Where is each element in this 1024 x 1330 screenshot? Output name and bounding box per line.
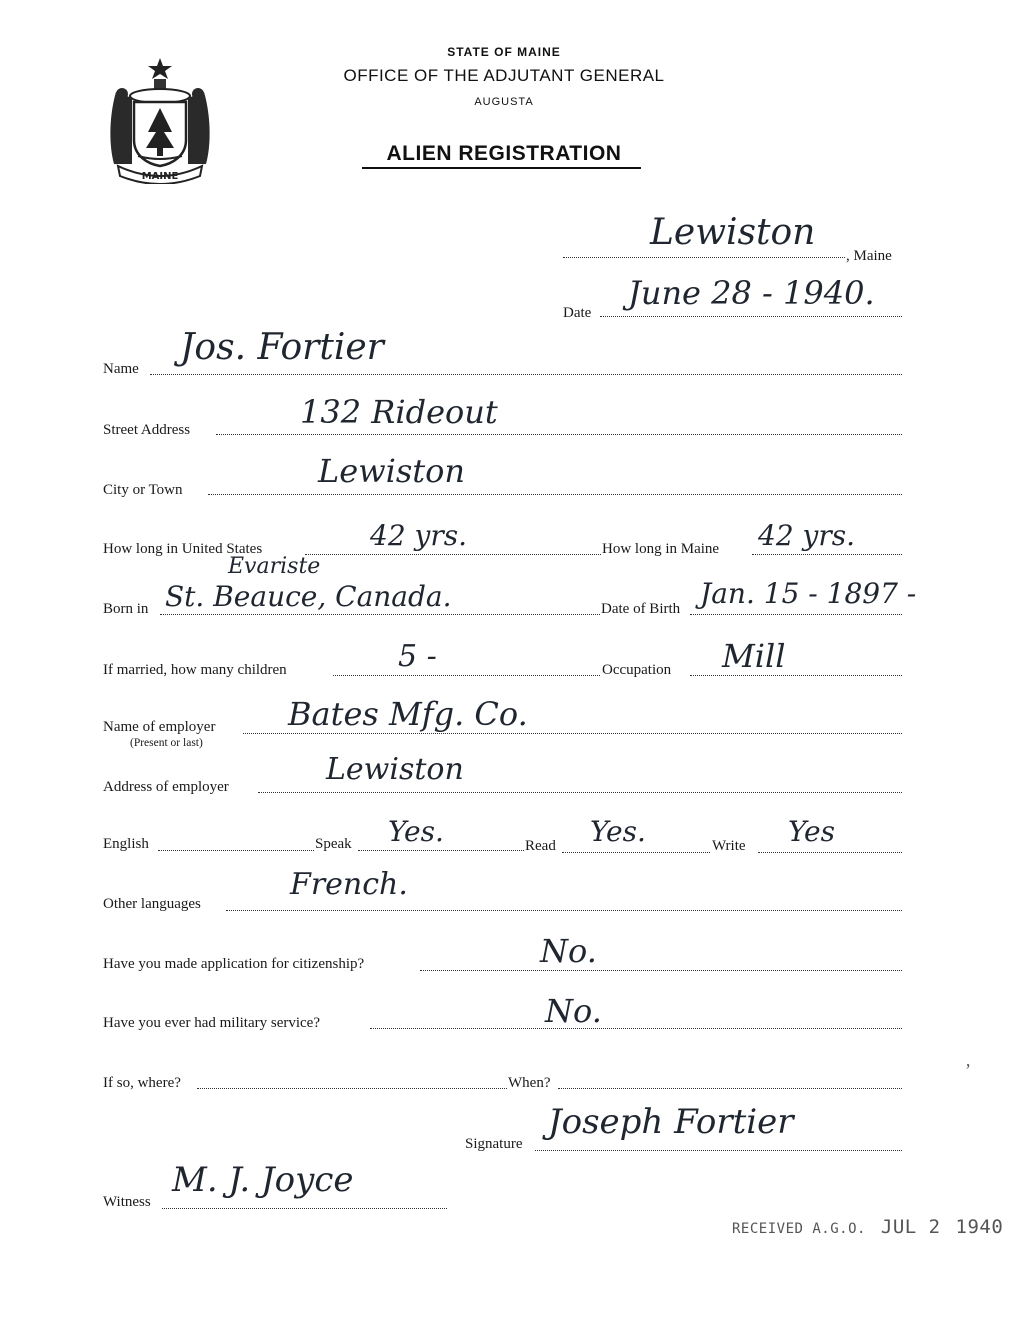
name-label: Name bbox=[103, 361, 139, 377]
years-maine-value: 42 yrs. bbox=[758, 519, 856, 552]
where-label: If so, where? bbox=[103, 1075, 181, 1091]
citizenship-label: Have you made application for citizenship? bbox=[103, 956, 365, 972]
dob-value: Jan. 15 - 1897 - bbox=[700, 577, 917, 610]
english-line bbox=[158, 850, 314, 851]
read-label: Read bbox=[525, 838, 556, 854]
dob-label: Date of Birth bbox=[601, 601, 681, 617]
witness-value: M. J. Joyce bbox=[172, 1160, 354, 1200]
employer-label: Name of employer bbox=[103, 719, 216, 735]
city-value: Lewiston bbox=[318, 452, 465, 490]
children-label: If married, how many children bbox=[103, 662, 287, 678]
read-value: Yes. bbox=[590, 815, 646, 848]
date-label: Date bbox=[563, 305, 592, 321]
speak-line bbox=[358, 850, 524, 851]
military-value: No. bbox=[545, 992, 602, 1030]
born-in-value-above: Evariste bbox=[228, 554, 321, 579]
place-value: Lewiston bbox=[650, 212, 816, 253]
signature-label: Signature bbox=[465, 1136, 523, 1152]
children-line bbox=[333, 675, 600, 676]
employer-address-label: Address of employer bbox=[103, 779, 229, 795]
city-line bbox=[208, 494, 902, 495]
dob-line bbox=[690, 614, 902, 615]
occupation-line bbox=[690, 675, 902, 676]
office-heading: OFFICE OF THE ADJUTANT GENERAL bbox=[343, 66, 665, 85]
employer-address-value: Lewiston bbox=[326, 752, 464, 787]
form-title: ALIEN REGISTRATION bbox=[386, 142, 622, 165]
employer-line bbox=[243, 733, 902, 734]
years-maine-label: How long in Maine bbox=[602, 541, 720, 557]
citizenship-value: No. bbox=[540, 932, 597, 970]
date-line bbox=[600, 316, 902, 317]
stamp-received-text: RECEIVED A.G.O. bbox=[732, 1221, 866, 1237]
place-suffix: , Maine bbox=[846, 248, 892, 264]
name-line bbox=[150, 374, 902, 375]
write-line bbox=[758, 852, 902, 853]
write-label: Write bbox=[712, 838, 746, 854]
employer-value: Bates Mfg. Co. bbox=[288, 695, 528, 733]
stamp-date: JUL 2 bbox=[880, 1216, 941, 1238]
seal-lettering: MAINE bbox=[141, 171, 179, 182]
received-stamp bbox=[732, 1216, 1009, 1238]
street-address-label: Street Address bbox=[103, 422, 191, 438]
when-label: When? bbox=[508, 1075, 551, 1091]
other-languages-value: French. bbox=[290, 867, 408, 902]
street-address-value: 132 Rideout bbox=[300, 393, 498, 431]
stamp-year: 1940 bbox=[955, 1216, 1004, 1238]
employer-sublabel: (Present or last) bbox=[130, 737, 203, 749]
military-line bbox=[370, 1028, 902, 1029]
title-underline bbox=[362, 167, 641, 169]
signature-value: Joseph Fortier bbox=[548, 1102, 794, 1142]
write-value: Yes bbox=[788, 815, 835, 848]
speak-label: Speak bbox=[315, 836, 352, 852]
witness-line bbox=[162, 1208, 447, 1209]
place-line bbox=[563, 257, 845, 258]
occupation-label: Occupation bbox=[602, 662, 672, 678]
born-in-line bbox=[160, 614, 600, 615]
military-label: Have you ever had military service? bbox=[103, 1015, 320, 1031]
occupation-value: Mill bbox=[722, 637, 786, 675]
signature-line bbox=[535, 1150, 902, 1151]
english-label: English bbox=[103, 836, 149, 852]
date-value: June 28 - 1940. bbox=[628, 274, 875, 312]
where-line bbox=[197, 1088, 507, 1089]
when-line bbox=[558, 1088, 902, 1089]
years-us-value: 42 yrs. bbox=[370, 519, 468, 552]
state-heading: STATE OF MAINE bbox=[447, 45, 561, 59]
speak-value: Yes. bbox=[388, 815, 444, 848]
years-maine-line bbox=[752, 554, 902, 555]
other-languages-line bbox=[226, 910, 902, 911]
witness-label: Witness bbox=[103, 1194, 151, 1210]
margin-mark: ʼ bbox=[965, 1060, 971, 1080]
other-languages-label: Other languages bbox=[103, 896, 201, 912]
born-in-label: Born in bbox=[103, 601, 149, 617]
years-us-line bbox=[305, 554, 601, 555]
city-label: City or Town bbox=[103, 482, 183, 498]
born-in-value: St. Beauce, Canada. bbox=[165, 580, 452, 613]
street-address-line bbox=[216, 434, 902, 435]
employer-address-line bbox=[258, 792, 902, 793]
city-heading: AUGUSTA bbox=[474, 96, 534, 108]
read-line bbox=[562, 852, 710, 853]
citizenship-line bbox=[420, 970, 902, 971]
years-us-label: How long in United States bbox=[103, 541, 263, 557]
name-value: Jos. Fortier bbox=[180, 327, 384, 368]
children-value: 5 - bbox=[398, 639, 437, 674]
